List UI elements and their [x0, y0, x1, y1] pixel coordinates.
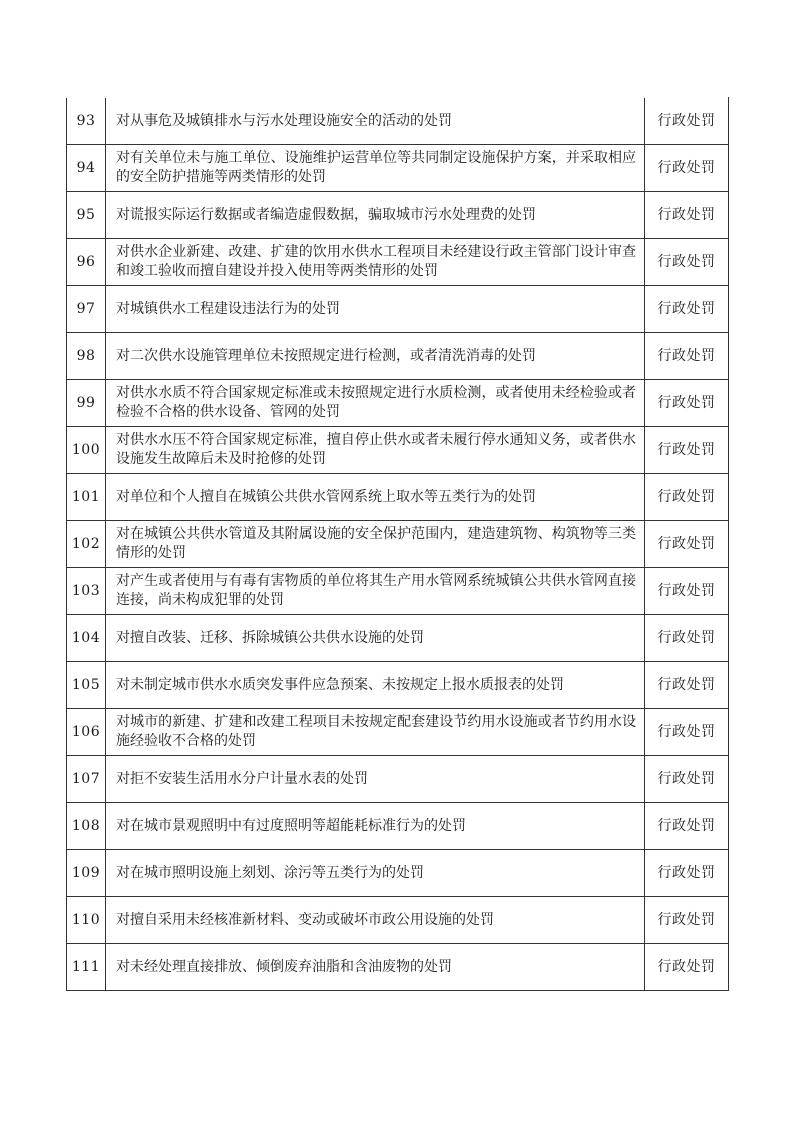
table-row [67, 474, 729, 521]
row-number: 104 [67, 615, 106, 662]
row-number: 102 [67, 521, 106, 568]
table-row [67, 850, 729, 897]
row-number: 105 [67, 662, 106, 709]
penalty-description: 对在城镇公共供水管道及其附属设施的安全保护范围内，建造建筑物、构筑物等三类情形的处罚 [106, 521, 645, 568]
table-row [67, 568, 729, 615]
penalty-category: 行政处罚 [645, 709, 729, 756]
penalty-category: 行政处罚 [645, 145, 729, 192]
penalty-category: 行政处罚 [645, 897, 729, 944]
row-number: 95 [67, 192, 106, 239]
penalty-category: 行政处罚 [645, 850, 729, 897]
row-number: 108 [67, 803, 106, 850]
table-row [67, 145, 729, 192]
penalty-category: 行政处罚 [645, 427, 729, 474]
penalty-description: 对供水水压不符合国家规定标准，擅自停止供水或者未履行停水通知义务，或者供水设施发生故障后未及时抢修的处罚 [106, 427, 645, 474]
penalty-description: 对城镇供水工程建设违法行为的处罚 [106, 286, 645, 333]
row-number: 106 [67, 709, 106, 756]
penalty-description: 对供水企业新建、改建、扩建的饮用水供水工程项目未经建设行政主管部门设计审查和竣工验收而擅自建设并投入使用等两类情形的处罚 [106, 239, 645, 286]
row-number: 100 [67, 427, 106, 474]
penalty-description: 对产生或者使用与有毒有害物质的单位将其生产用水管网系统城镇公共供水管网直接连接，尚未构成犯罪的处罚 [106, 568, 645, 615]
penalty-category: 行政处罚 [645, 615, 729, 662]
row-number: 110 [67, 897, 106, 944]
penalty-category: 行政处罚 [645, 192, 729, 239]
table-row [67, 709, 729, 756]
table-row [67, 803, 729, 850]
row-number: 98 [67, 333, 106, 380]
table-open-top-edge [66, 97, 728, 98]
penalty-category: 行政处罚 [645, 662, 729, 709]
penalty-description: 对未制定城市供水水质突发事件应急预案、未按规定上报水质报表的处罚 [106, 662, 645, 709]
penalty-category: 行政处罚 [645, 756, 729, 803]
row-number: 101 [67, 474, 106, 521]
penalty-category: 行政处罚 [645, 239, 729, 286]
penalty-table [66, 97, 729, 991]
row-number: 93 [67, 98, 106, 145]
penalty-description: 对供水水质不符合国家规定标准或未按照规定进行水质检测，或者使用未经检验或者检验不合格的供水设备、管网的处罚 [106, 380, 645, 427]
penalty-description: 对有关单位未与施工单位、设施维护运营单位等共同制定设施保护方案，并采取相应的安全防护措施等两类情形的处罚 [106, 145, 645, 192]
table-row [67, 98, 729, 145]
row-number: 111 [67, 944, 106, 991]
table-row [67, 662, 729, 709]
table-row [67, 427, 729, 474]
penalty-category: 行政处罚 [645, 568, 729, 615]
row-number: 107 [67, 756, 106, 803]
penalty-description: 对在城市景观照明中有过度照明等超能耗标准行为的处罚 [106, 803, 645, 850]
penalty-category: 行政处罚 [645, 521, 729, 568]
penalty-description: 对未经处理直接排放、倾倒废弃油脂和含油废物的处罚 [106, 944, 645, 991]
penalty-description: 对二次供水设施管理单位未按照规定进行检测，或者清洗消毒的处罚 [106, 333, 645, 380]
row-number: 96 [67, 239, 106, 286]
row-number: 109 [67, 850, 106, 897]
table-row [67, 333, 729, 380]
penalty-description: 对在城市照明设施上刻划、涂污等五类行为的处罚 [106, 850, 645, 897]
table-row [67, 521, 729, 568]
penalty-category: 行政处罚 [645, 474, 729, 521]
penalty-category: 行政处罚 [645, 380, 729, 427]
row-number: 94 [67, 145, 106, 192]
table-row [67, 380, 729, 427]
table-row [67, 756, 729, 803]
row-number: 99 [67, 380, 106, 427]
penalty-description: 对擅自改装、迁移、拆除城镇公共供水设施的处罚 [106, 615, 645, 662]
penalty-category: 行政处罚 [645, 944, 729, 991]
penalty-description: 对擅自采用未经核准新材料、变动或破坏市政公用设施的处罚 [106, 897, 645, 944]
penalty-category: 行政处罚 [645, 98, 729, 145]
penalty-description: 对从事危及城镇排水与污水处理设施安全的活动的处罚 [106, 98, 645, 145]
row-number: 97 [67, 286, 106, 333]
penalty-category: 行政处罚 [645, 286, 729, 333]
table-row [67, 286, 729, 333]
penalty-category: 行政处罚 [645, 803, 729, 850]
row-number: 103 [67, 568, 106, 615]
table-row [67, 944, 729, 991]
penalty-description: 对谎报实际运行数据或者编造虚假数据，骗取城市污水处理费的处罚 [106, 192, 645, 239]
penalty-description: 对拒不安装生活用水分户计量水表的处罚 [106, 756, 645, 803]
table-row [67, 239, 729, 286]
table-row [67, 615, 729, 662]
penalty-table-body [67, 98, 729, 991]
table-row [67, 897, 729, 944]
table-row [67, 192, 729, 239]
penalty-category: 行政处罚 [645, 333, 729, 380]
penalty-description: 对城市的新建、扩建和改建工程项目未按规定配套建设节约用水设施或者节约用水设施经验收不合格的处罚 [106, 709, 645, 756]
penalty-description: 对单位和个人擅自在城镇公共供水管网系统上取水等五类行为的处罚 [106, 474, 645, 521]
